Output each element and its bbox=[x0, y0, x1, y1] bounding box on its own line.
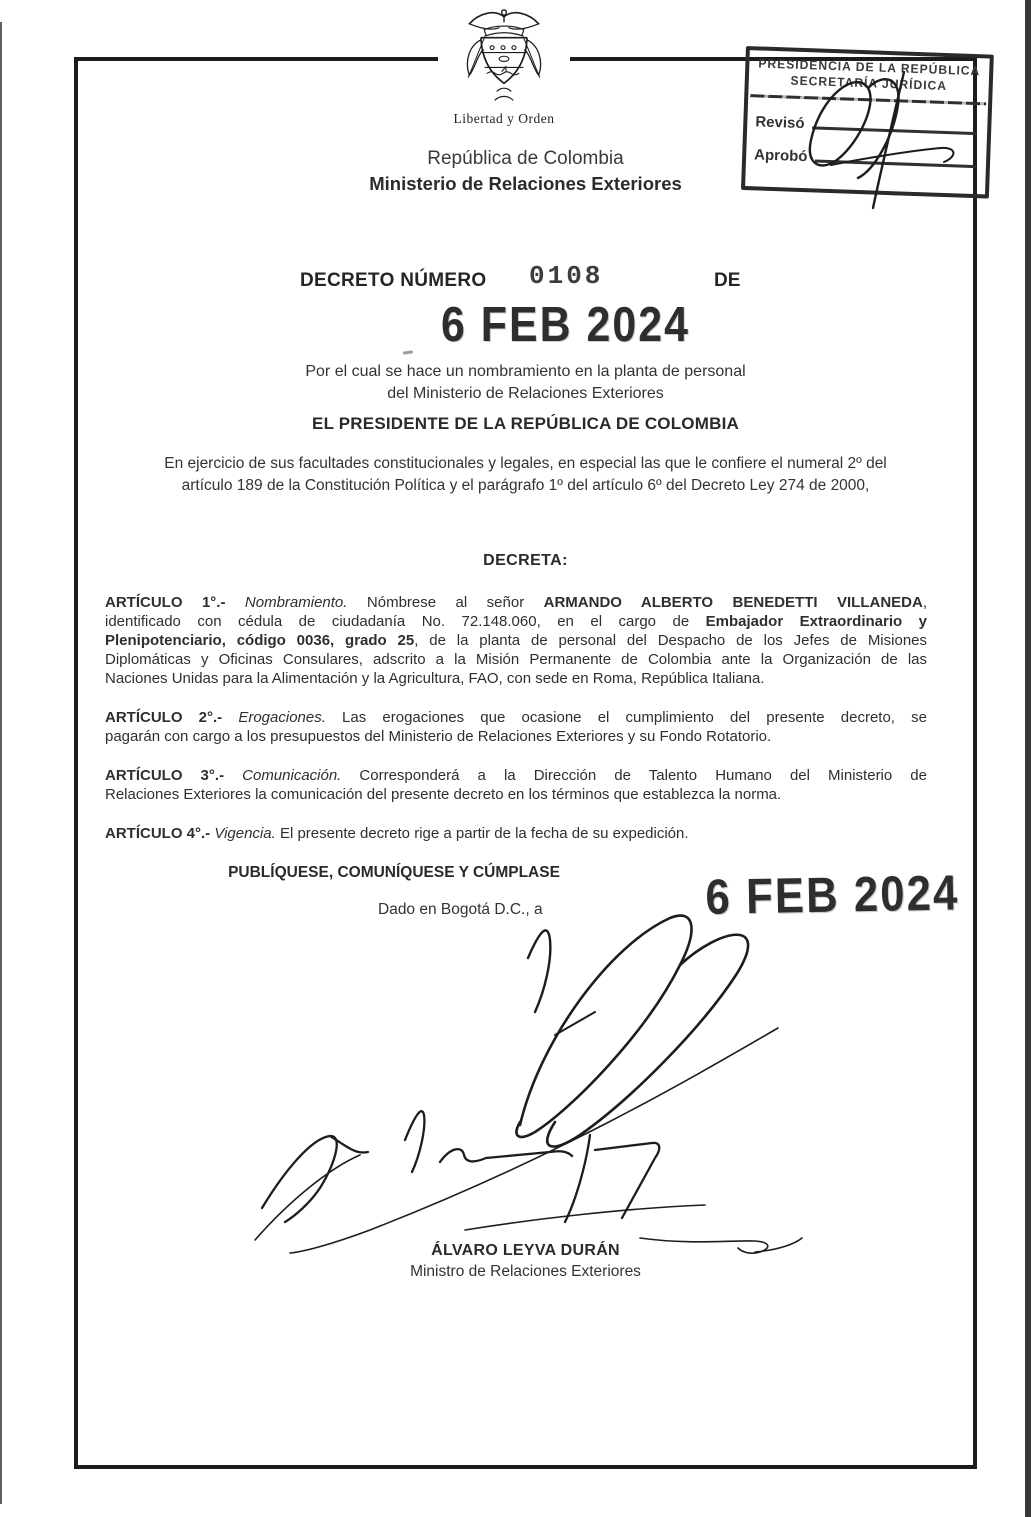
president-heading: EL PRESIDENTE DE LA REPÚBLICA DE COLOMBIA bbox=[312, 414, 739, 433]
article-line: Diplomáticas y Oficinas Consulares, adscrito a la Misión Permanente de Colombia ante la Organización de las bbox=[105, 651, 927, 668]
article-line: Relaciones Exteriores la comunicación del presente decreto en los términos que establezca la norma. bbox=[105, 786, 782, 803]
article-line: ARTÍCULO 3°.- Comunicación. Corresponderá a la Dirección de Talento Humano del Ministerio de bbox=[105, 767, 927, 784]
articles-section bbox=[105, 593, 927, 863]
article-paragraph bbox=[105, 824, 927, 843]
decree-number-label: DECRETO NÚMERO bbox=[300, 270, 487, 291]
article-line: ARTÍCULO 1°.- Nombramiento. Nómbrese al señor ARMANDO ALBERTO BENEDETTI VILLANEDA, bbox=[105, 594, 927, 611]
minister-title: Ministro de Relaciones Exteriores bbox=[410, 1263, 641, 1280]
article-paragraph bbox=[105, 766, 927, 804]
article-line: identificado con cédula de ciudadanía No. 72.148.060, en el cargo de Embajador Extraordinario y bbox=[105, 613, 927, 630]
coat-of-arms-block bbox=[438, 0, 570, 140]
minister-signature-scribble bbox=[250, 900, 810, 1270]
coat-of-arms-icon bbox=[459, 6, 549, 110]
reviso-label: Revisó bbox=[755, 113, 805, 133]
issue-date-stamp: 6 FEB 2024 bbox=[705, 864, 960, 925]
article-paragraph bbox=[105, 593, 927, 688]
powers-line-2: artículo 189 de la Constitución Política y el parágrafo 1º del artículo 6º del Decreto Ley 274 de 2000, bbox=[181, 477, 870, 494]
ministry-title: Ministerio de Relaciones Exteriores bbox=[369, 173, 682, 194]
motto-text: Libertad y Orden bbox=[453, 111, 555, 126]
article-line: ARTÍCULO 4°.- Vigencia. El presente decreto rige a partir de la fecha de su expedición. bbox=[105, 825, 689, 842]
scan-edge-right bbox=[1025, 0, 1031, 1517]
decree-date-stamp: 6 FEB 2024 bbox=[441, 297, 691, 352]
article-line: Plenipotenciario, código 0036, grado 25, de la planta de personal del Despacho de los Jefes de Misiones bbox=[105, 632, 928, 649]
article-line: ARTÍCULO 2°.- Erogaciones. Las erogaciones que ocasione el cumplimiento del presente decreto, se bbox=[105, 709, 927, 726]
aprobo-label: Aprobó bbox=[753, 146, 808, 166]
decree-number-value: 0108 bbox=[529, 261, 604, 291]
minister-name: ÁLVARO LEYVA DURÁN bbox=[431, 1242, 620, 1259]
review-stamp-signature-scribble bbox=[776, 70, 986, 220]
decree-de-label: DE bbox=[714, 270, 741, 291]
subject-line-2: del Ministerio de Relaciones Exteriores bbox=[387, 385, 664, 402]
given-line: Dado en Bogotá D.C., a bbox=[378, 901, 543, 918]
powers-line-1: En ejercicio de sus facultades constitucionales y legales, en especial las que le confiere el numeral 2º del bbox=[164, 455, 887, 472]
publish-line: PUBLÍQUESE, COMUNÍQUESE Y CÚMPLASE bbox=[228, 864, 560, 881]
review-stamp-line2: SECRETARÍA JURÍDICA bbox=[790, 73, 948, 94]
article-paragraph bbox=[105, 708, 927, 746]
article-line: pagarán con cargo a los presupuestos del Ministerio de Relaciones Exteriores y su Fondo Rotatorio. bbox=[105, 728, 772, 745]
republic-title: República de Colombia bbox=[427, 148, 624, 169]
scan-edge-left bbox=[0, 22, 2, 1504]
decreta-heading: DECRETA: bbox=[483, 552, 568, 569]
article-line: Naciones Unidas para la Alimentación y la Agricultura, FAO, con sede en Roma, República Italiana. bbox=[105, 670, 765, 687]
review-stamp-line1: PRESIDENCIA DE LA REPÚBLICA bbox=[758, 56, 981, 79]
subject-line-1: Por el cual se hace un nombramiento en la planta de personal bbox=[305, 363, 746, 380]
